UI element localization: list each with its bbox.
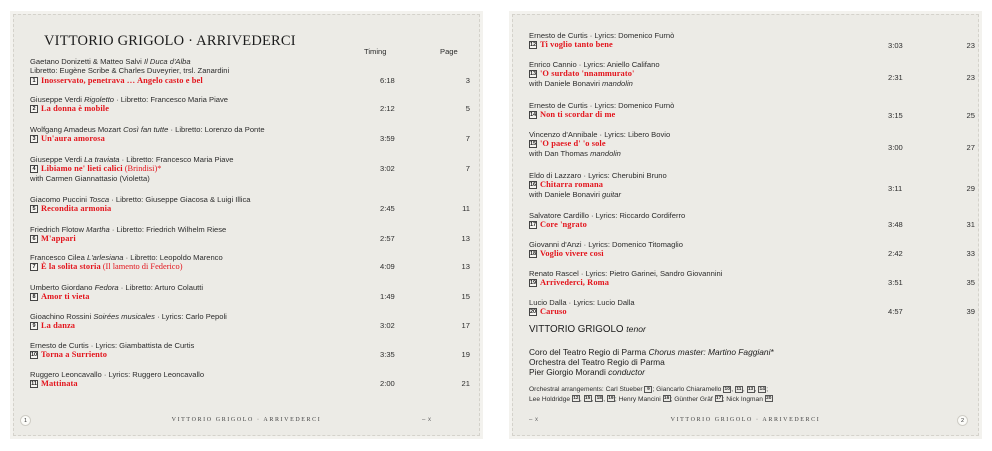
librettist: · Libretto: Giuseppe Giacosa & Luigi Illica	[109, 195, 251, 204]
librettist: Libretto: Eugène Scribe & Charles Duveyrier, trsl. Zanardini	[30, 66, 230, 76]
song-subtitle: (Brindisi)*	[124, 164, 162, 174]
track-number: 5	[30, 205, 38, 213]
track-page: 35	[966, 278, 975, 287]
track-page: 23	[966, 73, 975, 82]
track-3	[30, 125, 470, 144]
featured-artist: with Carmen Giannattasio (Violetta)	[30, 173, 150, 183]
chorus-master: Chorus master: Martino Faggiani*	[648, 347, 774, 357]
timing-column-header: Timing	[364, 47, 387, 56]
track-20	[529, 298, 975, 317]
right-footer	[513, 415, 978, 427]
footer-mark: – x	[529, 417, 539, 423]
librettist: · Libretto: Leopoldo Marenco	[123, 253, 223, 262]
arranger-stueber: Orchestral arrangements: Carl Stueber	[529, 386, 643, 393]
track-time: 2:42	[888, 249, 903, 258]
track-time: 2:00	[380, 379, 395, 388]
track-time: 3:48	[888, 220, 903, 229]
work-title: La traviata	[84, 155, 120, 164]
song-title[interactable]: 'O surdato 'nnammurato'	[540, 69, 635, 79]
song-title[interactable]: Caruso	[540, 307, 567, 317]
track-number: 8	[30, 293, 38, 301]
track-number: 9	[30, 322, 38, 330]
featured-artist: with Daniele Bonaviri	[529, 78, 600, 88]
track-ref: 13	[747, 386, 754, 392]
track-ref: 19	[608, 396, 614, 401]
track-time: 2:45	[380, 204, 395, 213]
track-number: 20	[529, 309, 537, 316]
track-page: 29	[966, 184, 975, 193]
track-7	[30, 253, 470, 272]
track-8	[30, 283, 470, 302]
track-page: 31	[966, 220, 975, 229]
composer: Ernesto de Curtis · Lyrics: Giambattista de Curtis	[30, 341, 195, 350]
arranger-holdridge: Lee Holdridge	[529, 395, 571, 403]
arranger-mancini: ; Henry Mancini	[614, 395, 661, 403]
conductor-name: Pier Giorgio Morandi	[529, 367, 606, 377]
composer: Salvatore Cardillo · Lyrics: Riccardo Cordiferro	[529, 211, 686, 220]
performer-name: VITTORIO GRIGOLO	[529, 324, 624, 335]
track-page: 27	[966, 143, 975, 152]
track-time: 2:57	[380, 234, 395, 243]
work-title: Tosca	[89, 195, 110, 204]
track-number: 15	[529, 141, 537, 148]
instrument: guitar	[602, 189, 622, 199]
track-time: 3:35	[380, 350, 395, 359]
track-page: 13	[461, 262, 470, 271]
track-number: 16	[529, 182, 537, 189]
track-ref: 9	[644, 386, 652, 393]
track-18	[529, 240, 975, 259]
track-page: 5	[465, 104, 470, 113]
song-title[interactable]: La donna è mobile	[41, 104, 110, 114]
composer: Enrico Cannio · Lyrics: Aniello Califano	[529, 60, 660, 69]
performer-role: tenor	[626, 324, 646, 334]
track-time: 6:18	[380, 76, 395, 85]
track-number: 6	[30, 235, 38, 243]
work-title: Il Duca d'Alba	[143, 57, 191, 66]
composer: Ernesto de Curtis · Lyrics: Domenico Furnò	[529, 101, 675, 110]
footer-title: VITTORIO GRIGOLO · ARRIVEDERCI	[670, 417, 821, 423]
track-13	[529, 60, 975, 88]
track-number: 17	[529, 222, 537, 229]
track-time: 3:15	[888, 111, 903, 120]
track-time: 3:11	[888, 184, 903, 193]
work-title: Rigoletto	[84, 95, 115, 104]
composer: Giuseppe Verdi	[30, 95, 82, 104]
work-title: Martha	[86, 225, 110, 234]
composer: Umberto Giordano	[30, 283, 93, 292]
track-4	[30, 155, 470, 183]
track-ref: 17	[715, 396, 722, 401]
composer: Wolfgang Amadeus Mozart	[30, 125, 122, 134]
track-11	[30, 370, 470, 389]
song-title[interactable]: 'O paese d' 'o sole	[540, 139, 606, 149]
conductor-role: conductor	[608, 367, 645, 377]
track-page: 11	[462, 204, 470, 213]
track-ref: 18	[596, 396, 602, 401]
track-ref: 20	[766, 396, 772, 401]
song-title[interactable]: La danza	[41, 321, 76, 331]
track-time: 3:59	[380, 134, 395, 143]
track-1	[30, 57, 470, 85]
booklet-title: VITTORIO GRIGOLO · ARRIVEDERCI	[44, 33, 296, 49]
track-17	[529, 211, 975, 230]
composer: Renato Rascel · Lyrics: Pietro Garinei, Sandro Giovannini	[529, 269, 723, 278]
track-number: 13	[529, 71, 537, 78]
track-time: 1:49	[380, 292, 395, 301]
track-page: 33	[966, 249, 975, 258]
track-2	[30, 95, 470, 114]
track-number: 19	[529, 280, 537, 287]
track-number: 12	[529, 42, 537, 49]
track-time: 3:51	[888, 278, 903, 287]
track-number: 14	[529, 112, 537, 119]
song-title[interactable]: Chitarra romana	[540, 180, 603, 190]
featured-artist: with Dan Thomas	[529, 148, 588, 158]
track-number: 3	[30, 135, 38, 143]
track-page: 25	[966, 111, 975, 120]
track-14	[529, 101, 975, 120]
arranger-ingman: ; Nick Ingman	[722, 395, 763, 403]
track-time: 3:00	[888, 143, 903, 152]
track-6	[30, 225, 470, 244]
song-title[interactable]: Inosservato, penetrava … Angelo casto e bel	[41, 75, 203, 85]
featured-artist: with Daniele Bonaviri	[529, 189, 600, 199]
track-16	[529, 171, 975, 199]
track-page: 15	[461, 292, 470, 301]
track-page: 39	[966, 307, 975, 316]
composer: Ernesto de Curtis · Lyrics: Domenico Furnò	[529, 31, 675, 40]
track-page: 21	[461, 379, 470, 388]
track-number: 7	[30, 263, 38, 271]
track-5	[30, 195, 470, 214]
footer-mark: – x	[422, 417, 432, 423]
track-time: 4:09	[380, 262, 395, 271]
track-time: 2:31	[888, 73, 903, 82]
composer: Eldo di Lazzaro · Lyrics: Cherubini Bruno	[529, 171, 667, 180]
track-page: 17	[461, 321, 470, 330]
track-time: 3:03	[888, 41, 903, 50]
song-title[interactable]: Voglio vivere così	[540, 249, 604, 259]
choir: Coro del Teatro Regio di Parma	[529, 347, 647, 357]
song-title[interactable]: Arrivederci, Roma	[540, 278, 609, 288]
track-19	[529, 269, 975, 288]
librettist: · Libretto: Francesco Maria Piave	[119, 155, 234, 164]
track-number: 10	[30, 352, 38, 359]
instrument: mandolin	[602, 78, 633, 88]
work-title: Soirées musicales	[93, 312, 155, 321]
track-time: 3:02	[380, 164, 395, 173]
track-time: 4:57	[888, 307, 903, 316]
track-number: 2	[30, 105, 38, 113]
ensemble-credits	[529, 347, 774, 377]
composer: Gaetano Donizetti & Matteo Salvi	[30, 57, 142, 66]
composer: Lucio Dalla · Lyrics: Lucio Dalla	[529, 298, 635, 307]
arrangement-credits: Orchestral arrangements: Carl Stueber 9 ; Giancarlo Chiaramello 10, 11, 13, 14; Lee Holdridge 12, 15, 18, 19; Henry Mancini 16; Günther Gräf 17; Nick Ingman 20	[529, 386, 772, 403]
track-page: 3	[465, 76, 470, 85]
track-ref: 11	[736, 386, 742, 392]
track-page: 13	[461, 234, 470, 243]
work-title: Fedora	[94, 283, 119, 292]
song-title[interactable]: M'appari	[41, 234, 76, 244]
librettist: · Libretto: Francesco Maria Piave	[114, 95, 228, 104]
composer: Giovanni d'Anzi · Lyrics: Domenico Titomaglio	[529, 240, 683, 249]
orchestra: Orchestra del Teatro Regio di Parma	[529, 357, 665, 367]
song-title[interactable]: È la solita storia	[41, 262, 101, 272]
song-title[interactable]: Non ti scordar di me	[540, 110, 616, 120]
page-number: 1	[20, 415, 31, 426]
track-page: 19	[461, 350, 470, 359]
track-ref: 16	[663, 396, 670, 401]
composer: Giuseppe Verdi	[30, 155, 82, 164]
work-title: Così fan tutte	[123, 125, 169, 134]
instrument: mandolin	[590, 148, 621, 158]
composer: Giacomo Puccini	[30, 195, 87, 204]
song-title[interactable]: Core 'ngrato	[540, 220, 587, 230]
song-title[interactable]: Torna a Surriento	[41, 350, 108, 360]
track-10	[30, 341, 470, 360]
librettist: · Libretto: Arturo Colautti	[118, 283, 204, 292]
librettist: · Lyrics: Carlo Pepoli	[154, 312, 227, 321]
track-9	[30, 312, 470, 331]
track-ref: 14	[759, 386, 765, 392]
track-ref: 12	[573, 396, 579, 401]
arranger-chiaramello: ; Giancarlo Chiaramello	[652, 386, 722, 393]
track-time: 2:12	[380, 104, 395, 113]
performer-credit	[529, 324, 646, 335]
composer: Friedrich Flotow	[30, 225, 85, 234]
page-number: 2	[957, 415, 968, 426]
track-number: 11	[31, 381, 37, 388]
composer: Francesco Cilea	[30, 253, 85, 262]
track-page: 23	[966, 41, 975, 50]
track-number: 1	[30, 77, 38, 85]
song-title[interactable]: Un'aura amorosa	[41, 134, 105, 144]
composer: Ruggero Leoncavallo · Lyrics: Ruggero Leoncavallo	[30, 370, 205, 379]
composer: Vincenzo d'Annibale · Lyrics: Libero Bovio	[529, 130, 671, 139]
track-ref: 10	[724, 386, 730, 392]
right-page	[512, 14, 979, 436]
page-column-header: Page	[440, 47, 458, 56]
librettist: · Libretto: Lorenzo da Ponte	[168, 125, 265, 134]
composer: Gioachino Rossini	[30, 312, 92, 321]
song-title[interactable]: Recondita armonia	[41, 204, 112, 214]
song-title[interactable]: Libiamo ne' lieti calici	[41, 164, 123, 174]
track-page: 7	[465, 164, 470, 173]
track-time: 3:02	[380, 321, 395, 330]
track-number: 4	[30, 165, 38, 173]
song-title[interactable]: Mattinata	[41, 379, 78, 389]
track-12	[529, 31, 975, 50]
song-title[interactable]: Ti voglio tanto bene	[540, 40, 613, 50]
track-15	[529, 130, 975, 158]
track-ref: 15	[584, 396, 591, 401]
song-title[interactable]: Amor ti vieta	[41, 292, 90, 302]
song-subtitle: (Il lamento di Federico)	[102, 262, 183, 272]
track-number: 18	[529, 251, 537, 258]
footer-title: VITTORIO GRIGOLO · ARRIVEDERCI	[171, 417, 322, 423]
track-page: 7	[465, 134, 470, 143]
left-footer	[14, 415, 479, 427]
librettist: · Libretto: Friedrich Wilhelm Riese	[109, 225, 227, 234]
left-page	[13, 14, 480, 436]
arranger-graf: ; Günther Gräf	[670, 395, 713, 403]
work-title: L'arlesiana	[87, 253, 124, 262]
